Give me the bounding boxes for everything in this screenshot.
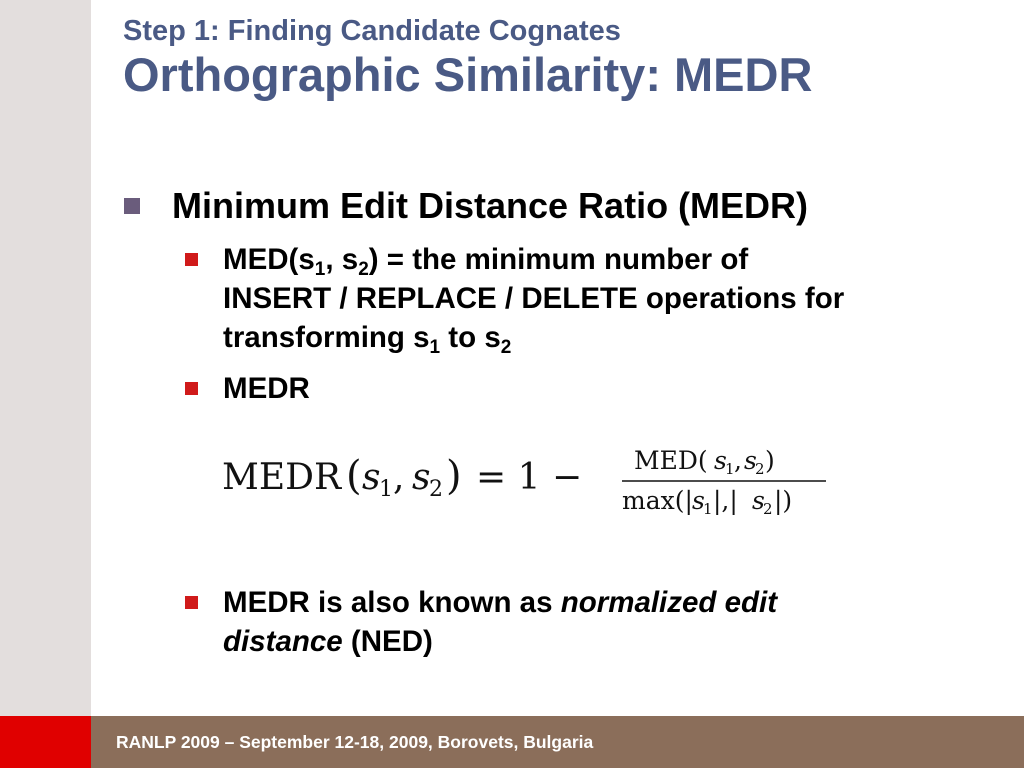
svg-text:MED(: MED( (634, 446, 708, 475)
bullet-ned: MEDR is also known as normalized edit distance (NED) (223, 586, 778, 658)
svg-text:1: 1 (703, 500, 713, 518)
formula-equals-one-minus: = 1 − (476, 457, 583, 498)
svg-text:max(|: max(| (622, 486, 693, 515)
bullet-square-icon (185, 596, 198, 609)
left-decorative-strip (0, 0, 91, 716)
svg-text:|): |) (774, 486, 793, 515)
svg-text:s: s (744, 446, 757, 475)
svg-text:2: 2 (755, 460, 765, 478)
svg-text:s: s (412, 457, 431, 498)
med-line2: INSERT / REPLACE / DELETE operations for (223, 282, 845, 315)
formula-numerator (634, 446, 775, 478)
med-line3: transforming $s_1$ to $s_2$ (223, 321, 512, 358)
svg-text:1: 1 (725, 460, 735, 478)
footer-conference-text: RANLP 2009 – September 12-18, 2009, Borovets, Bulgaria (116, 732, 594, 752)
footer-red-block (0, 716, 91, 768)
slide-header (123, 14, 812, 102)
svg-text:1: 1 (379, 477, 393, 502)
svg-text:,: , (393, 457, 405, 498)
svg-text:s: s (752, 486, 765, 515)
formula-denominator (622, 486, 792, 518)
med-line1: $MED(s_1$, $s_2$) = the minimum number of (223, 243, 749, 280)
svg-text:,: , (734, 446, 742, 475)
bullet-square-icon (185, 382, 198, 395)
svg-text:(: ( (346, 453, 362, 499)
svg-text:MEDR: MEDR (222, 457, 342, 498)
medr-formula (222, 434, 842, 534)
svg-text:2: 2 (763, 500, 773, 518)
slide-subtitle: Step 1: Finding Candidate Cognates (123, 15, 621, 47)
bullet-square-icon (124, 198, 140, 214)
bullet-medr-label: MEDR (223, 372, 310, 405)
svg-text:s: s (362, 457, 381, 498)
slide-title: Orthographic Similarity: MEDR (123, 48, 813, 101)
svg-text:s: s (714, 446, 727, 475)
svg-text:): ) (446, 453, 462, 499)
slide-footer (0, 716, 1024, 768)
formula-lhs (222, 453, 462, 502)
svg-text:|,|: |,| (713, 486, 738, 515)
bullet-med-definition (223, 240, 1003, 357)
svg-text:2: 2 (429, 477, 443, 502)
svg-text:): ) (765, 446, 775, 475)
bullet-medr-definition: Minimum Edit Distance Ratio (MEDR) (172, 185, 809, 226)
svg-text:s: s (692, 486, 705, 515)
bullet-square-icon (185, 253, 198, 266)
